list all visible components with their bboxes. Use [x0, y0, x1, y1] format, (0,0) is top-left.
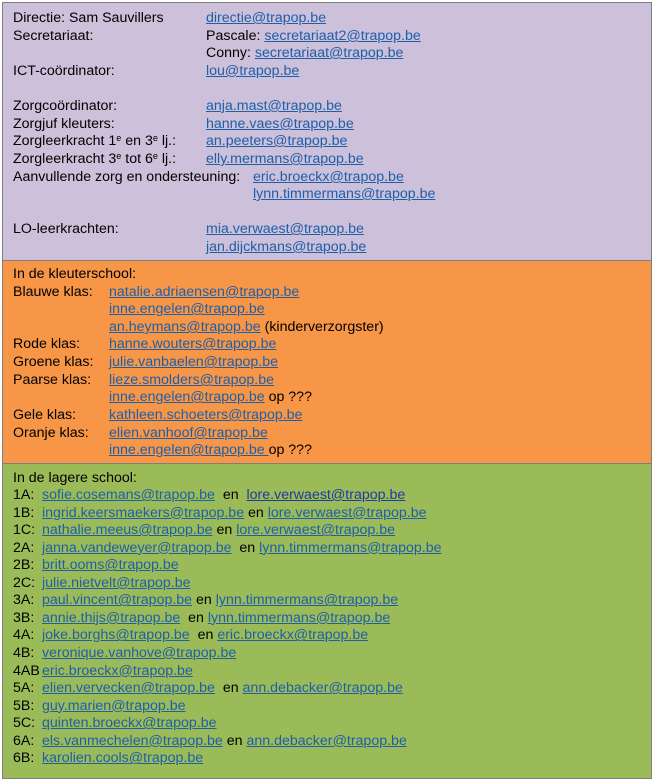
- kleuter-email-link[interactable]: inne.engelen@trapop.be: [109, 442, 269, 458]
- support-email-link[interactable]: eric.broeckx@trapop.be: [217, 627, 369, 644]
- klas-row: [13, 575, 190, 592]
- klas-label: Oranje klas:: [13, 425, 89, 441]
- kleuter-email-link[interactable]: inne.engelen@trapop.be: [109, 389, 265, 405]
- role-note: (kinderverzorgster): [260, 319, 384, 335]
- teacher-email-link[interactable]: elien.vervecken@trapop.be: [42, 680, 215, 697]
- zorgjuf-label: Zorgjuf kleuters:: [13, 116, 115, 132]
- klas-label: 3B:: [13, 609, 35, 626]
- klas-label: 5A:: [13, 680, 35, 697]
- en-separator: en: [189, 627, 218, 644]
- teacher-email-link[interactable]: eric.broeckx@trapop.be: [42, 662, 193, 679]
- klas-line: [109, 354, 278, 371]
- teacher-email-link[interactable]: ingrid.keersmaekers@trapop.be: [42, 504, 245, 521]
- klas-label: 6A:: [13, 732, 35, 749]
- teacher-email-link[interactable]: quinten.broeckx@trapop.be: [42, 715, 217, 732]
- klas-row: [13, 610, 390, 627]
- klas-label: 2A:: [13, 539, 35, 556]
- teacher-email-link[interactable]: guy.marien@trapop.be: [42, 697, 186, 714]
- klas-row: [13, 592, 398, 609]
- klas-line: [109, 336, 276, 353]
- support-email-link[interactable]: lynn.timmermans@trapop.be: [215, 592, 399, 609]
- kleuterschool-heading: In de kleuterschool:: [13, 266, 137, 282]
- zorgleerkracht-1-3-email-link[interactable]: an.peeters@trapop.be: [206, 133, 348, 149]
- support-email-link[interactable]: ann.debacker@trapop.be: [242, 680, 403, 697]
- klas-label: Paarse klas:: [13, 372, 92, 388]
- klas-label: Rode klas:: [13, 336, 81, 352]
- kleuter-email-link[interactable]: lieze.smolders@trapop.be: [109, 372, 275, 388]
- secretariaat-email-link[interactable]: secretariaat2@trapop.be: [264, 28, 421, 44]
- klas-label: Groene klas:: [13, 354, 94, 370]
- klas-row: [13, 487, 405, 504]
- lo-email-link[interactable]: jan.dijckmans@trapop.be: [206, 239, 367, 255]
- lo-email-link[interactable]: mia.verwaest@trapop.be: [206, 221, 364, 237]
- secretariaat-name: Pascale:: [206, 28, 261, 44]
- teacher-email-link[interactable]: veronique.vanhove@trapop.be: [42, 644, 237, 661]
- klas-label: 2B:: [13, 557, 35, 574]
- teacher-email-link[interactable]: janna.vandeweyer@trapop.be: [42, 539, 232, 556]
- klas-row: [13, 557, 179, 574]
- secretariaat-name: Conny:: [206, 45, 251, 61]
- en-separator: en: [222, 732, 247, 749]
- klas-label: 1B:: [13, 504, 35, 521]
- klas-row: [13, 715, 217, 732]
- klas-label: 4AB: [13, 662, 40, 679]
- klas-label: 4A:: [13, 627, 35, 644]
- klas-label: 3A:: [13, 592, 35, 609]
- zorgcoordinator-label: Zorgcoördinator:: [13, 98, 118, 114]
- klas-label: 1C:: [13, 522, 36, 539]
- support-email-link[interactable]: lore.verwaest@trapop.be: [267, 504, 427, 521]
- teacher-email-link[interactable]: karolien.cools@trapop.be: [42, 750, 204, 767]
- klas-row: [13, 680, 403, 697]
- ict-label: ICT-coördinator:: [13, 63, 115, 79]
- support-email-link[interactable]: ann.debacker@trapop.be: [246, 732, 407, 749]
- klas-label: 1A:: [13, 487, 35, 503]
- support-email-link[interactable]: lynn.timmermans@trapop.be: [259, 539, 442, 556]
- klas-label: Blauwe klas:: [13, 284, 93, 300]
- support-email-link[interactable]: lore.verwaest@trapop.be: [236, 522, 395, 539]
- kleuter-email-link[interactable]: hanne.wouters@trapop.be: [109, 336, 277, 352]
- zorgcoordinator-email-link[interactable]: anja.mast@trapop.be: [206, 98, 342, 114]
- en-separator: en: [192, 592, 216, 609]
- support-email-link[interactable]: lynn.timmermans@trapop.be: [207, 609, 391, 626]
- lo-label: LO-leerkrachten:: [13, 221, 119, 237]
- kleuter-email-link[interactable]: julie.vanbaelen@trapop.be: [109, 354, 279, 370]
- klas-line: inne.engelen@trapop.be op ???: [109, 389, 312, 405]
- secretariaat-label: Secretariaat:: [13, 28, 94, 44]
- aanvullende-zorg-label: Aanvullende zorg en ondersteuning:: [13, 169, 241, 185]
- klas-label: 2C:: [13, 574, 36, 591]
- zorgleerkracht-3-6-email-link[interactable]: elly.mermans@trapop.be: [206, 151, 364, 167]
- en-separator: en: [214, 680, 243, 697]
- zorgleerkracht-3-6-label: Zorgleerkracht 3e tot 6e lj.:: [13, 151, 177, 167]
- en-separator: en: [180, 609, 208, 626]
- kleuter-email-link[interactable]: natalie.adriaensen@trapop.be: [109, 284, 300, 300]
- aanvullende-zorg-email-link[interactable]: eric.broeckx@trapop.be: [253, 169, 404, 185]
- directie-label: Directie: Sam Sauvillers: [13, 10, 164, 26]
- klas-label: 4B:: [13, 644, 35, 661]
- teacher-email-link[interactable]: julie.nietvelt@trapop.be: [42, 574, 191, 591]
- klas-row: [13, 627, 368, 644]
- en-separator: en: [214, 487, 247, 503]
- klas-label: 5C:: [13, 715, 36, 732]
- staff-section: [2, 2, 652, 261]
- klas-line: [109, 284, 299, 301]
- lagere-school-heading: In de lagere school:: [13, 470, 137, 486]
- klas-line: [109, 407, 302, 424]
- kleuterschool-section: [2, 261, 652, 464]
- klas-row: [13, 505, 427, 522]
- teacher-email-link[interactable]: britt.ooms@trapop.be: [42, 557, 179, 574]
- lagere-school-section: [2, 464, 652, 779]
- zorgjuf-email-link[interactable]: hanne.vaes@trapop.be: [206, 116, 354, 132]
- teacher-email-link[interactable]: paul.vincent@trapop.be: [42, 592, 193, 609]
- klas-label: Gele klas:: [13, 407, 77, 423]
- klas-line: [109, 425, 268, 442]
- klas-line: [109, 372, 274, 389]
- ict-email-link[interactable]: lou@trapop.be: [206, 63, 300, 79]
- klas-line: [109, 319, 384, 336]
- teacher-email-link[interactable]: joke.borghs@trapop.be: [42, 627, 190, 644]
- klas-row: [13, 522, 395, 539]
- klas-row: [13, 733, 407, 750]
- kleuter-email-link[interactable]: an.heymans@trapop.be: [109, 319, 261, 335]
- klas-label: 6B:: [13, 750, 35, 767]
- en-separator: en: [244, 504, 268, 521]
- klas-line: inne.engelen@trapop.be op ???: [109, 442, 312, 458]
- teacher-email-link[interactable]: sofie.cosemans@trapop.be: [42, 487, 215, 503]
- zorgleerkracht-1-3-label: Zorgleerkracht 1e en 3e lj.:: [13, 133, 177, 149]
- contact-document: [2, 2, 652, 779]
- en-separator: en: [231, 539, 260, 556]
- klas-label: 5B:: [13, 697, 35, 714]
- aanvullende-zorg-email-link[interactable]: lynn.timmermans@trapop.be: [253, 186, 436, 202]
- secretariaat-entry: [206, 28, 421, 45]
- directie-email-link[interactable]: directie@trapop.be: [206, 10, 327, 26]
- teacher-email-link[interactable]: annie.thijs@trapop.be: [42, 609, 181, 626]
- klas-row: [13, 645, 236, 662]
- klas-row: [13, 540, 441, 557]
- secretariaat-entry: [206, 45, 403, 62]
- secretariaat-email-link[interactable]: secretariaat@trapop.be: [254, 45, 404, 61]
- en-separator: en: [212, 522, 237, 539]
- support-email-link[interactable]: lore.verwaest@trapop.be: [246, 487, 406, 503]
- teacher-email-link[interactable]: els.vanmechelen@trapop.be: [42, 732, 223, 749]
- klas-line: [109, 301, 265, 318]
- klas-row: [13, 663, 193, 680]
- teacher-email-link[interactable]: nathalie.meeus@trapop.be: [42, 522, 213, 539]
- kleuter-email-link[interactable]: inne.engelen@trapop.be: [109, 301, 265, 317]
- klas-row: [13, 750, 203, 767]
- kleuter-email-link[interactable]: elien.vanhoof@trapop.be: [109, 425, 268, 441]
- kleuter-email-link[interactable]: kathleen.schoeters@trapop.be: [109, 407, 303, 423]
- klas-row: [13, 698, 185, 715]
